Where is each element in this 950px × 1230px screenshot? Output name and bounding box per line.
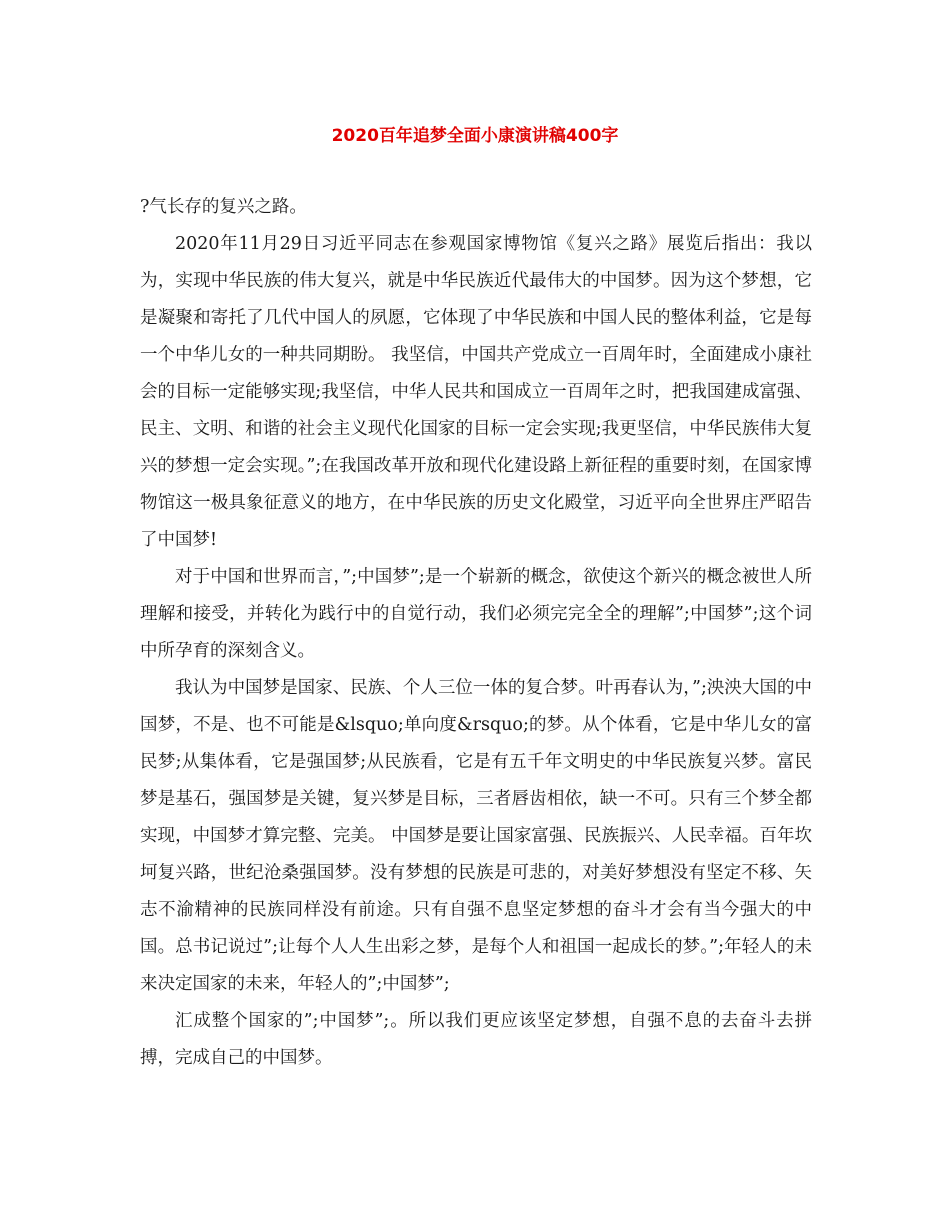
paragraph-2: 2020年11月29日习近平同志在参观国家博物馆《复兴之路》展览后指出：我以为，实现中华民族的伟大复兴，就是中华民族近代最伟大的中国梦。因为这个梦想，它是凝聚和寄托了几代中国人的夙愿，它体现了中华民族和中国人民的整体利益，它是每一个中华儿女的一种共同期盼。 我坚信，中国共产党成立一百周年时，全面建成小康社会的目标一定能够实现;我坚信，中华人民共和国成立一百周年之时，把我国建成富强、民主、文明、和谐的社会主义现代化国家的目标一定会实现;我更坚信，中华民族伟大复兴的梦想一定会实现。”;在我国改革开放和现代化建设路上新征程的重要时刻，在国家博物馆这一极具象征意义的地方，在中华民族的历史文化殿堂，习近平向全世界庄严昭告了中国梦! bbox=[140, 234, 812, 550]
paragraph-4: 我认为中国梦是国家、民族、个人三位一体的复合梦。叶再春认为，”;泱泱大国的中国梦，不是、也不可能是&lsquo;单向度&rsquo;的梦。从个体看，它是中华儿女的富民梦;从集体看，它是强国梦;从民族看，它是有五千年文明史的中华民族复兴梦。富民梦是基石，强国梦是关键，复兴梦是目标，三者唇齿相依，缺一不可。只有三个梦全都实现，中国梦才算完整、完美。 中国梦是要让国家富强、民族振兴、人民幸福。百年坎坷复兴路，世纪沧桑强国梦。没有梦想的民族是可悲的，对美好梦想没有坚定不移、矢志不渝精神的民族同样没有前途。只有自强不息坚定梦想的奋斗才会有当今强大的中国。总书记说过”;让每个人人生出彩之梦，是每个人和祖国一起成长的梦。”;年轻人的未来决定国家的未来，年轻人的”;中国梦”; bbox=[140, 678, 812, 994]
paragraph-5: 汇成整个国家的”;中国梦”;。所以我们更应该坚定梦想，自强不息的去奋斗去拼搏，完成自己的中国梦。 bbox=[140, 1011, 812, 1068]
paragraph-1: ?气长存的复兴之路。 bbox=[140, 197, 307, 217]
document-title: 2020百年追梦全面小康演讲稿400字 bbox=[331, 126, 619, 146]
paragraph-3: 对于中国和世界而言，”;中国梦”;是一个崭新的概念，欲使这个新兴的概念被世人所理解和接受，并转化为践行中的自觉行动，我们必须完完全全的理解”;中国梦”;这个词中所孕育的深刻含义。 bbox=[140, 567, 812, 661]
document-body bbox=[140, 189, 812, 1077]
